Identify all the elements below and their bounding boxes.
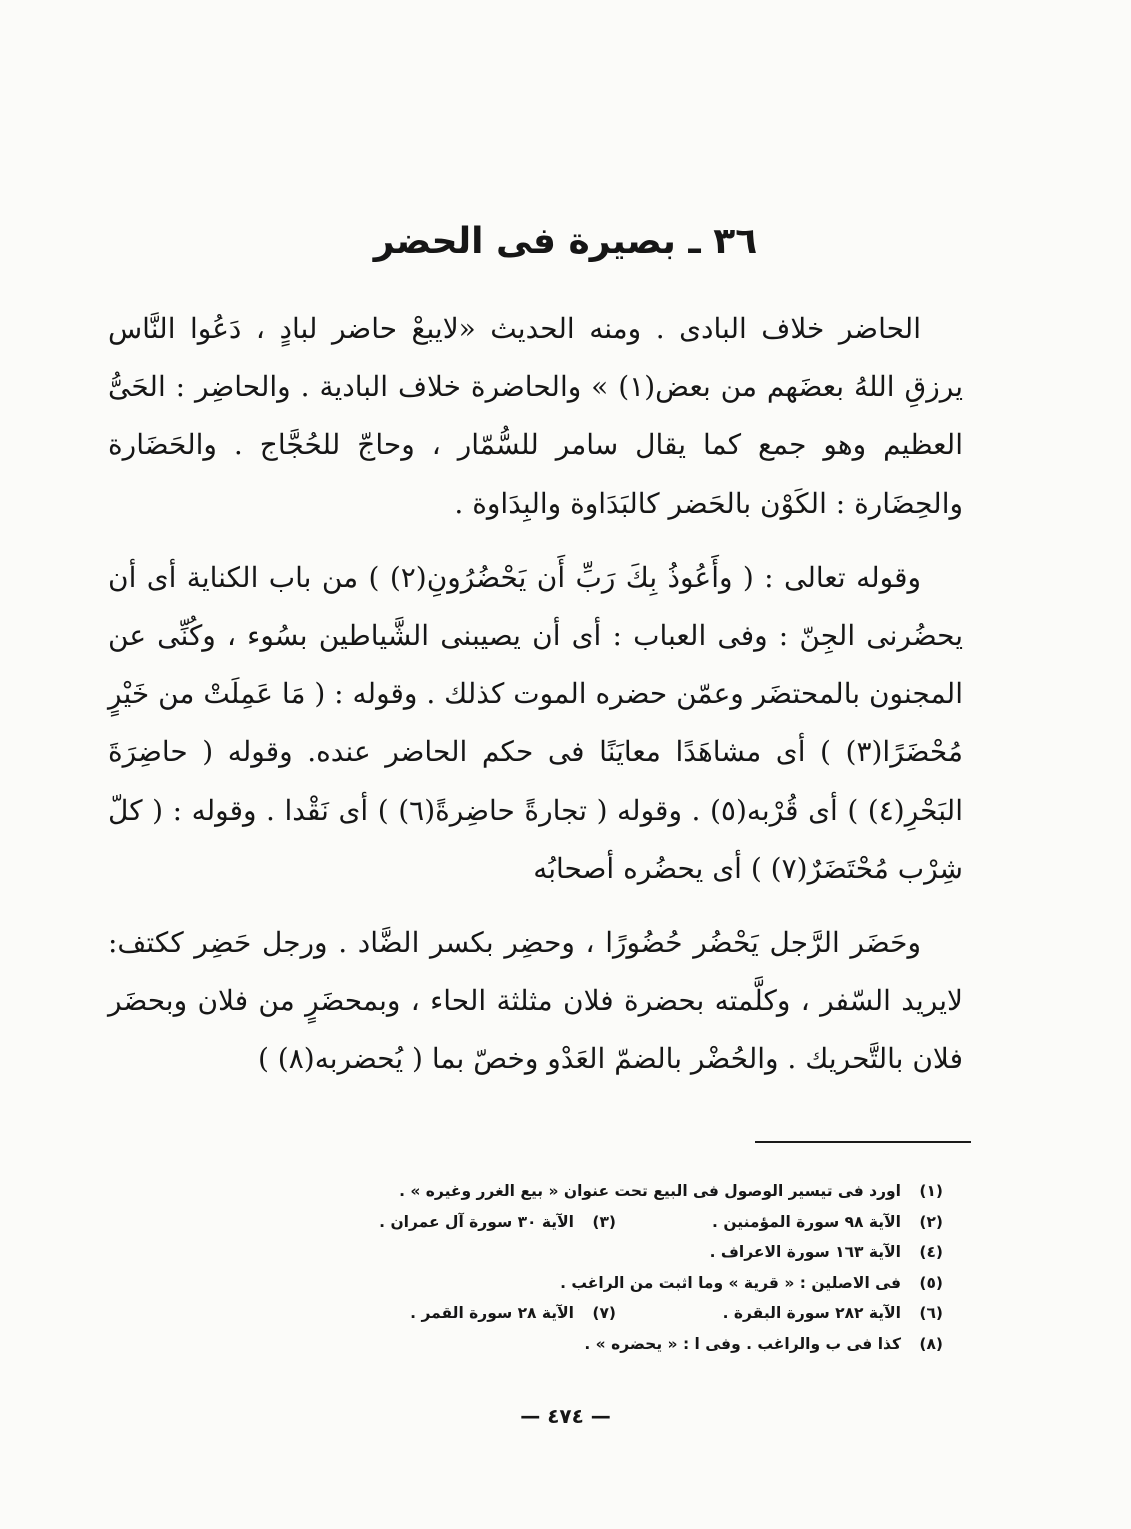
body-text — [108, 300, 963, 1089]
footnote-row — [173, 1298, 943, 1329]
footnote-text: فى الاصلين : « قرية » وما اثبت من الراغب . — [560, 1273, 901, 1292]
paragraph-2: وقوله تعالى : ( وأَعُوذُ بِكَ رَبِّ أَن يَحْضُرُونِ(٢) ) من باب الكناية أى أن يحضُرنى الجِنّ : وفى العباب : أى أن يصيبنى الشَّياطين بسُوء ، وكُنِّى عن المجنون بالمحتضَر وعمّن حضره الموت كذلك . وقوله : ( مَا عَمِلَتْ من خَيْرٍ مُحْضَرًا(٣) ) أى مشاهَدًا معايَنًا فى حكم الحاضر عنده. وقوله ( حاضِرَةَ البَحْرِ(٤) ) أى قُرْبه(٥) . وقوله ( تجارةً حاضِرةً(٦) ) أى نَقْدا . وقوله : ( كلّ شِرْب مُحْتَضَرٌ(٧) ) أى يحضُره أصحابُه — [108, 560, 963, 885]
footnote-row — [173, 1268, 943, 1299]
footnote-text: اورد فى تيسير الوصول فى البيع تحت عنوان « بيع الغرر وغيره » . — [399, 1182, 901, 1200]
footnote-text: الآية ٣٠ سورة آل عمران . — [379, 1212, 574, 1231]
footnote-divider — [755, 1141, 971, 1143]
footnote-text: الآية ٢٨ سورة القمر . — [410, 1304, 574, 1323]
page-number: — ٤٧٤ — — [520, 1404, 611, 1428]
footnote-number: (٧) — [592, 1304, 616, 1323]
footnote-number: (١) — [919, 1182, 943, 1200]
footnote-number: (٨) — [919, 1334, 943, 1353]
footnote-row — [173, 1207, 943, 1238]
footnote-row — [173, 1329, 943, 1360]
footnote-number: (٥) — [919, 1273, 943, 1292]
footnote-number: (٤) — [919, 1243, 943, 1262]
page-title: ٣٦ ـ بصيرة فى الحضر — [373, 221, 758, 262]
footnote-row — [173, 1176, 943, 1207]
footnote-text: كذا فى ب والراغب . وفى ا : « يحضره » . — [584, 1334, 901, 1353]
footnote-text: الآية ٩٨ سورة المؤمنين . — [712, 1212, 901, 1231]
footnote-number: (٣) — [592, 1212, 616, 1231]
paragraph-1: الحاضر خلاف البادى . ومنه الحديث «لايبعْ حاضر لبادٍ ، دَعُوا النَّاس يرزقِ اللهُ بعضَهم من بعض(١) » والحاضرة خلاف البادية . والحاضِر : الحَىُّ العظيم وهو جمع كما يقال سامر للسُّمّار ، وحاجّ للحُجَّاج . والحَضَارة والحِضَارة : الكَوْن بالحَضر كالبَدَاوة والبِدَاوة . — [108, 312, 963, 520]
footnote-number: (٦) — [919, 1304, 943, 1323]
footnote-text: الآية ٢٨٢ سورة البقرة . — [722, 1304, 901, 1323]
paragraph-3: وحَضَر الرَّجل يَحْضُر حُضُورًا ، وحضِر بكسر الضَّاد . ورجل حَضِر ككتف: لايريد السّفر ، وكلَّمته بحضرة فلان مثلثة الحاء ، وبمحضَرٍ من فلان وبحضَر فلان بالتَّحريك . والحُضْر بالضمّ العَدْو وخصّ بما ( يُحضربه(٨) ) — [108, 926, 963, 1076]
footnote-row — [173, 1237, 943, 1268]
footnote-number: (٢) — [919, 1212, 943, 1231]
footnotes — [173, 1176, 943, 1360]
footnote-text: الآية ١٦٣ سورة الاعراف . — [709, 1243, 901, 1262]
